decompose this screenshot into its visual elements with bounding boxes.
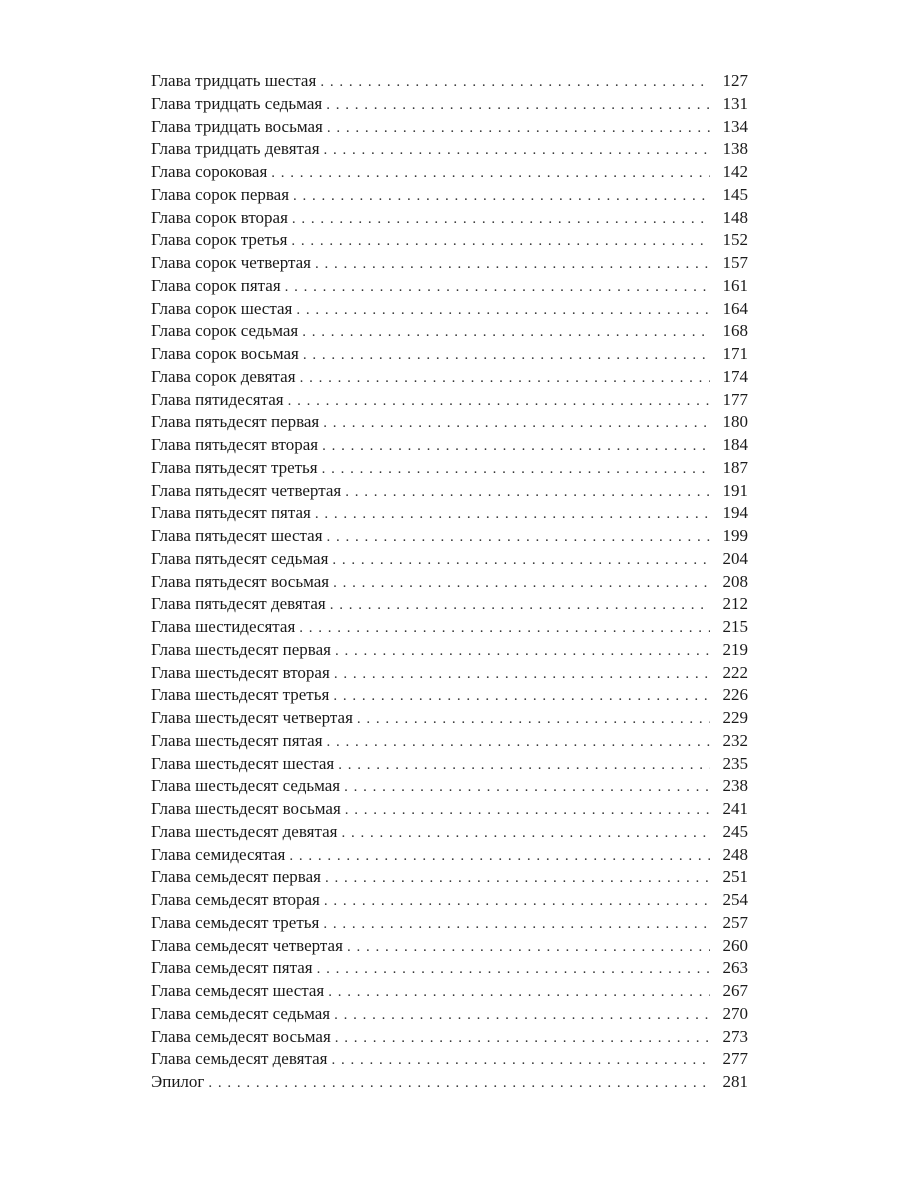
toc-entry-title: Глава семьдесят первая xyxy=(151,866,325,889)
toc-entry xyxy=(151,980,748,1003)
toc-entry-page-number: 273 xyxy=(710,1026,748,1049)
toc-entry-page-number: 187 xyxy=(710,457,748,480)
toc-entry-title: Глава пятьдесят седьмая xyxy=(151,548,332,571)
toc-entry xyxy=(151,1003,748,1026)
toc-entry-title: Глава семьдесят пятая xyxy=(151,957,317,980)
toc-entry-title: Глава шестьдесят восьмая xyxy=(151,798,345,821)
dot-leader xyxy=(332,549,710,572)
toc-entry xyxy=(151,161,748,184)
toc-entry-page-number: 257 xyxy=(710,912,748,935)
toc-entry xyxy=(151,912,748,935)
dot-leader xyxy=(324,890,710,913)
toc-entry xyxy=(151,411,748,434)
toc-entry-title: Глава тридцать шестая xyxy=(151,70,320,93)
toc-entry-title: Глава пятидесятая xyxy=(151,389,288,412)
toc-entry xyxy=(151,70,748,93)
dot-leader xyxy=(335,640,710,663)
toc-entry-page-number: 152 xyxy=(710,229,748,252)
toc-entry-page-number: 180 xyxy=(710,411,748,434)
toc-entry-title: Глава шестьдесят четвертая xyxy=(151,707,357,730)
dot-leader xyxy=(333,572,710,595)
dot-leader xyxy=(341,822,710,845)
toc-entry xyxy=(151,1048,748,1071)
dot-leader xyxy=(292,208,710,231)
dot-leader xyxy=(317,958,710,981)
dot-leader xyxy=(335,1027,710,1050)
toc-entry-title: Глава сорок восьмая xyxy=(151,343,303,366)
toc-entry-page-number: 208 xyxy=(710,571,748,594)
toc-entry-page-number: 263 xyxy=(710,957,748,980)
toc-entry-title: Глава пятьдесят пятая xyxy=(151,502,315,525)
toc-entry xyxy=(151,457,748,480)
toc-entry-title: Глава сороковая xyxy=(151,161,271,184)
toc-entry xyxy=(151,889,748,912)
toc-entry-title: Глава сорок девятая xyxy=(151,366,300,389)
dot-leader xyxy=(271,162,710,185)
toc-entry xyxy=(151,252,748,275)
toc-entry-page-number: 161 xyxy=(710,275,748,298)
toc-entry-page-number: 174 xyxy=(710,366,748,389)
toc-entry xyxy=(151,821,748,844)
dot-leader xyxy=(315,253,710,276)
toc-entry-page-number: 238 xyxy=(710,775,748,798)
toc-entry-page-number: 138 xyxy=(710,138,748,161)
toc-entry xyxy=(151,548,748,571)
toc-entry xyxy=(151,93,748,116)
toc-entry-page-number: 235 xyxy=(710,753,748,776)
toc-entry-page-number: 127 xyxy=(710,70,748,93)
toc-entry-title: Глава пятьдесят четвертая xyxy=(151,480,345,503)
toc-entry-page-number: 164 xyxy=(710,298,748,321)
toc-entry-page-number: 168 xyxy=(710,320,748,343)
toc-entry-page-number: 212 xyxy=(710,593,748,616)
dot-leader xyxy=(322,435,710,458)
toc-entry-title: Глава сорок вторая xyxy=(151,207,292,230)
dot-leader xyxy=(326,94,710,117)
dot-leader xyxy=(331,1049,710,1072)
dot-leader xyxy=(303,344,710,367)
toc-entry-title: Глава тридцать девятая xyxy=(151,138,324,161)
toc-entry xyxy=(151,798,748,821)
dot-leader xyxy=(300,367,710,390)
toc-entry-page-number: 260 xyxy=(710,935,748,958)
toc-entry xyxy=(151,957,748,980)
toc-entry xyxy=(151,343,748,366)
dot-leader xyxy=(344,776,710,799)
toc-entry xyxy=(151,525,748,548)
toc-entry-title: Глава сорок шестая xyxy=(151,298,296,321)
toc-entry-title: Глава пятьдесят первая xyxy=(151,411,323,434)
toc-entry-page-number: 184 xyxy=(710,434,748,457)
toc-entry-title: Глава сорок первая xyxy=(151,184,293,207)
toc-entry-title: Глава сорок четвертая xyxy=(151,252,315,275)
toc-entry xyxy=(151,207,748,230)
toc-entry-page-number: 277 xyxy=(710,1048,748,1071)
dot-leader xyxy=(293,185,710,208)
dot-leader xyxy=(333,685,710,708)
toc-entry-title: Глава шестьдесят первая xyxy=(151,639,335,662)
toc-entry xyxy=(151,707,748,730)
toc-entry-title: Глава шестьдесят девятая xyxy=(151,821,341,844)
dot-leader xyxy=(330,594,710,617)
toc-entry xyxy=(151,229,748,252)
toc-entry-page-number: 248 xyxy=(710,844,748,867)
toc-entry-page-number: 177 xyxy=(710,389,748,412)
toc-entry-page-number: 191 xyxy=(710,480,748,503)
toc-entry-page-number: 171 xyxy=(710,343,748,366)
toc-entry-page-number: 142 xyxy=(710,161,748,184)
dot-leader xyxy=(299,617,710,640)
toc-entry xyxy=(151,480,748,503)
toc-entry-title: Глава шестьдесят пятая xyxy=(151,730,327,753)
toc-entry-title: Глава шестьдесят седьмая xyxy=(151,775,344,798)
toc-entry-page-number: 157 xyxy=(710,252,748,275)
toc-entry xyxy=(151,275,748,298)
toc-entry-page-number: 226 xyxy=(710,684,748,707)
dot-leader xyxy=(334,663,710,686)
dot-leader xyxy=(327,526,710,549)
toc-entry xyxy=(151,662,748,685)
toc-entry-title: Глава пятьдесят вторая xyxy=(151,434,322,457)
toc-entry-page-number: 251 xyxy=(710,866,748,889)
toc-entry xyxy=(151,730,748,753)
toc-entry-title: Глава шестьдесят вторая xyxy=(151,662,334,685)
toc-entry-title: Глава пятьдесят шестая xyxy=(151,525,327,548)
toc-entry xyxy=(151,616,748,639)
dot-leader xyxy=(345,481,710,504)
toc-entry-title: Глава семьдесят четвертая xyxy=(151,935,347,958)
toc-entry-title: Глава пятьдесят девятая xyxy=(151,593,330,616)
toc-entry xyxy=(151,389,748,412)
toc-entry-title: Глава тридцать восьмая xyxy=(151,116,327,139)
toc-entry-page-number: 270 xyxy=(710,1003,748,1026)
toc-entry-title: Глава пятьдесят восьмая xyxy=(151,571,333,594)
dot-leader xyxy=(289,845,710,868)
toc-entry xyxy=(151,866,748,889)
toc-entry-title: Глава шестьдесят третья xyxy=(151,684,333,707)
toc-entry-page-number: 145 xyxy=(710,184,748,207)
dot-leader xyxy=(288,390,710,413)
dot-leader xyxy=(328,981,710,1004)
dot-leader xyxy=(208,1072,710,1095)
toc-entry xyxy=(151,684,748,707)
toc-entry-title: Глава семидесятая xyxy=(151,844,289,867)
toc-entry-title: Глава семьдесят третья xyxy=(151,912,323,935)
toc-entry xyxy=(151,434,748,457)
toc-entry-page-number: 222 xyxy=(710,662,748,685)
dot-leader xyxy=(302,321,710,344)
toc-entry-page-number: 219 xyxy=(710,639,748,662)
dot-leader xyxy=(347,936,710,959)
toc-entry xyxy=(151,935,748,958)
dot-leader xyxy=(325,867,710,890)
toc-entry xyxy=(151,844,748,867)
dot-leader xyxy=(322,458,710,481)
toc-entry-page-number: 194 xyxy=(710,502,748,525)
dot-leader xyxy=(285,276,710,299)
toc-entry-page-number: 245 xyxy=(710,821,748,844)
toc-entry-page-number: 267 xyxy=(710,980,748,1003)
dot-leader xyxy=(338,754,710,777)
toc-entry-page-number: 241 xyxy=(710,798,748,821)
toc-entry xyxy=(151,1071,748,1094)
toc-entry-page-number: 229 xyxy=(710,707,748,730)
toc-entry-title: Глава семьдесят девятая xyxy=(151,1048,331,1071)
dot-leader xyxy=(315,503,710,526)
toc-entry-title: Глава тридцать седьмая xyxy=(151,93,326,116)
toc-entry-title: Глава шестидесятая xyxy=(151,616,299,639)
dot-leader xyxy=(296,299,710,322)
toc-entry-page-number: 254 xyxy=(710,889,748,912)
toc-entry xyxy=(151,138,748,161)
dot-leader xyxy=(334,1004,710,1027)
toc-entry-title: Глава семьдесят вторая xyxy=(151,889,324,912)
toc-entry xyxy=(151,639,748,662)
toc-entry-title: Глава сорок пятая xyxy=(151,275,285,298)
toc-entry xyxy=(151,116,748,139)
toc-entry-title: Глава сорок третья xyxy=(151,229,291,252)
table-of-contents xyxy=(151,70,748,1094)
dot-leader xyxy=(357,708,710,731)
toc-entry-page-number: 232 xyxy=(710,730,748,753)
dot-leader xyxy=(323,412,710,435)
toc-entry-page-number: 204 xyxy=(710,548,748,571)
dot-leader xyxy=(345,799,710,822)
toc-entry-page-number: 134 xyxy=(710,116,748,139)
toc-entry-title: Эпилог xyxy=(151,1071,208,1094)
dot-leader xyxy=(320,71,710,94)
toc-entry-title: Глава семьдесят шестая xyxy=(151,980,328,1003)
toc-entry-page-number: 199 xyxy=(710,525,748,548)
toc-entry xyxy=(151,502,748,525)
toc-entry xyxy=(151,184,748,207)
toc-entry xyxy=(151,366,748,389)
toc-entry xyxy=(151,753,748,776)
toc-entry xyxy=(151,320,748,343)
toc-entry xyxy=(151,593,748,616)
toc-entry xyxy=(151,298,748,321)
dot-leader xyxy=(324,139,710,162)
toc-entry xyxy=(151,775,748,798)
dot-leader xyxy=(327,117,710,140)
toc-entry-title: Глава семьдесят седьмая xyxy=(151,1003,334,1026)
toc-entry-page-number: 131 xyxy=(710,93,748,116)
toc-entry-title: Глава шестьдесят шестая xyxy=(151,753,338,776)
toc-entry-page-number: 148 xyxy=(710,207,748,230)
toc-entry xyxy=(151,1026,748,1049)
toc-entry-title: Глава пятьдесят третья xyxy=(151,457,322,480)
dot-leader xyxy=(327,731,710,754)
toc-entry xyxy=(151,571,748,594)
dot-leader xyxy=(323,913,710,936)
toc-entry-page-number: 215 xyxy=(710,616,748,639)
dot-leader xyxy=(291,230,710,253)
toc-entry-title: Глава семьдесят восьмая xyxy=(151,1026,335,1049)
toc-entry-title: Глава сорок седьмая xyxy=(151,320,302,343)
toc-entry-page-number: 281 xyxy=(710,1071,748,1094)
